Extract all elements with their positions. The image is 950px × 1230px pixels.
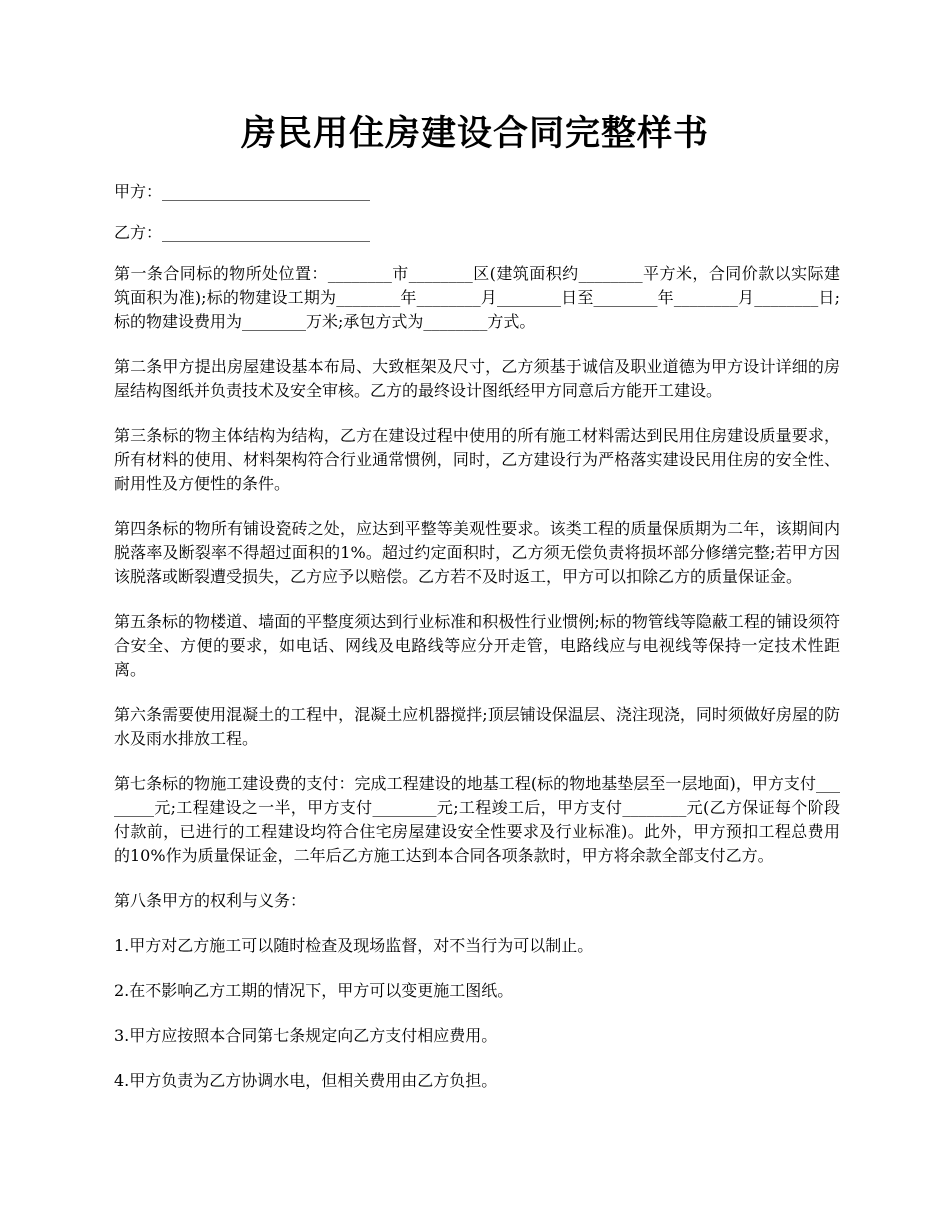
party-a-line: 甲方：__________________________ bbox=[114, 182, 371, 201]
clause-2: 第二条甲方提出房屋建设基本布局、大致框架及尺寸，乙方须基于诚信及职业道德为甲方设计详细的房屋结构图纸并负责技术及安全审核。乙方的最终设计图纸经甲方同意后方能开工建设。 bbox=[114, 357, 840, 400]
clause-6: 第六条需要使用混凝土的工程中，混凝土应机器搅拌;顶层铺设保温层、浇注现浇，同时须做好房屋的防水及雨水排放工程。 bbox=[114, 705, 840, 748]
document-body bbox=[114, 180, 840, 1114]
clause-8-item-4: 4.甲方负责为乙方协调水电，但相关费用由乙方负担。 bbox=[114, 1071, 498, 1090]
clause-8-item-1: 1.甲方对乙方施工可以随时检查及现场监督，对不当行为可以制止。 bbox=[114, 936, 594, 955]
clause-8-heading: 第八条甲方的权利与义务： bbox=[114, 891, 307, 910]
clause-8-item-2: 2.在不影响乙方工期的情况下，甲方可以变更施工图纸。 bbox=[114, 981, 514, 1000]
document-title: 房民用住房建设合同完整样书 bbox=[240, 113, 709, 154]
clause-1: 第一条合同标的物所处位置：________市________区(建筑面积约________平方米，合同价款以实际建筑面积为准);标的物建设工期为________年________月________日至________年________月________日;标的物建设费用为________万米;承包方式为________方式。 bbox=[114, 264, 840, 331]
party-b-line: 乙方：__________________________ bbox=[114, 223, 371, 242]
clause-8-item-3: 3.甲方应按照本合同第七条规定向乙方支付相应费用。 bbox=[114, 1026, 498, 1045]
clause-7: 第七条标的物施工建设费的支付：完成工程建设的地基工程(标的物地基垫层至一层地面)，甲方支付________元;工程建设之一半，甲方支付________元;工程竣工后，甲方支付________元(乙方保证每个阶段付款前，已进行的工程建设均符合住宅房屋建设安全性要求及行业标准)。此外，甲方预扣工程总费用的10%作为质量保证金，二年后乙方施工达到本合同各项条款时，甲方将余款全部支付乙方。 bbox=[114, 774, 840, 865]
clause-3: 第三条标的物主体结构为结构，乙方在建设过程中使用的所有施工材料需达到民用住房建设质量要求，所有材料的使用、材料架构符合行业通常惯例，同时，乙方建设行为严格落实建设民用住房的安全性、耐用性及方便性的条件。 bbox=[114, 426, 840, 493]
clause-4: 第四条标的物所有铺设瓷砖之处，应达到平整等美观性要求。该类工程的质量保质期为二年，该期间内脱落率及断裂率不得超过面积的1%。超过约定面积时，乙方须无偿负责将损坏部分修缮完整;若甲方因该脱落或断裂遭受损失，乙方应予以赔偿。乙方若不及时返工，甲方可以扣除乙方的质量保证金。 bbox=[114, 519, 840, 586]
clause-5: 第五条标的物楼道、墙面的平整度须达到行业标准和积极性行业惯例;标的物管线等隐蔽工程的铺设须符合安全、方便的要求，如电话、网线及电路线等应分开走管，电路线应与电视线等保持一定技术性距离。 bbox=[114, 612, 840, 679]
